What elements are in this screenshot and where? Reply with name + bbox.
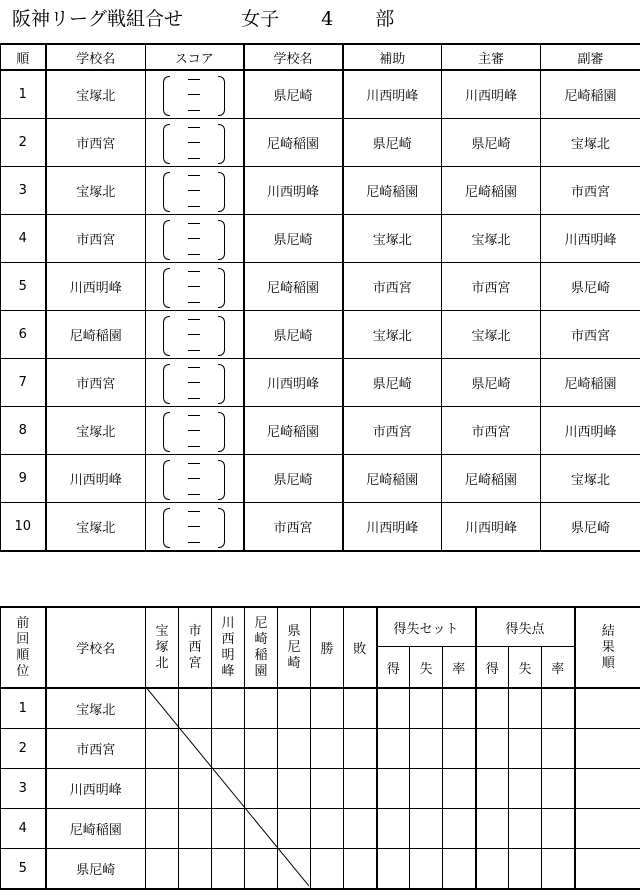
header-sub-referee: 副審 [541,44,640,70]
header-points-loss: 失 [509,647,542,689]
header-opp-3: 川 西 明 峰 [212,607,245,688]
prev-rank: 2 [1,729,46,769]
score-input[interactable] [161,170,227,212]
header-points-gain: 得 [476,647,509,689]
match-result-cell[interactable] [278,688,311,729]
chief-referee-school: 市西宮 [442,263,541,311]
sub-referee-school: 市西宮 [541,167,640,215]
score-cell[interactable] [146,70,244,119]
sub-referee-school: 尼崎稲園 [541,70,640,119]
schedule-row [1,311,640,359]
sub-referee-school: 宝塚北 [541,455,640,503]
schedule-header-row [1,44,640,70]
school-a: 川西明峰 [46,455,146,503]
standings-row [1,729,640,769]
score-input[interactable] [161,218,227,260]
wins-cell[interactable] [311,769,344,809]
points-rate-cell[interactable] [542,809,575,849]
header-result: 結 果 順 [575,607,640,688]
score-cell[interactable] [146,503,244,552]
header-wins: 勝 [311,607,344,688]
header-sets-loss: 失 [410,647,443,689]
match-result-cell[interactable] [146,809,179,849]
standings-row [1,849,640,890]
chief-referee-school: 県尼崎 [442,359,541,407]
match-order: 2 [1,119,46,167]
header-points-rate: 率 [542,647,575,689]
points-rate-cell[interactable] [542,729,575,769]
sub-referee-school: 県尼崎 [541,503,640,552]
points-loss-cell[interactable] [509,849,542,890]
losses-cell[interactable] [344,729,377,769]
wins-cell[interactable] [311,849,344,890]
header-opp-2: 市 西 宮 [179,607,212,688]
match-result-cell[interactable] [278,769,311,809]
header-score: スコア [146,44,244,70]
match-order: 9 [1,455,46,503]
points-loss-cell[interactable] [509,688,542,729]
standings-row [1,688,640,729]
points-rate-cell[interactable] [542,849,575,890]
school-a: 市西宮 [46,215,146,263]
school-a: 市西宮 [46,359,146,407]
sub-referee-school: 市西宮 [541,311,640,359]
school-b: 県尼崎 [244,215,343,263]
points-rate-cell[interactable] [542,769,575,809]
standings-school: 市西宮 [46,729,146,769]
chief-referee-school: 尼崎稲園 [442,455,541,503]
match-result-cell[interactable] [278,849,311,890]
school-a: 宝塚北 [46,503,146,552]
result-rank-cell[interactable] [575,729,640,769]
losses-cell[interactable] [344,809,377,849]
header-opp-4: 尼 崎 稲 園 [245,607,278,688]
chief-referee-school: 尼崎稲園 [442,167,541,215]
prev-rank: 5 [1,849,46,890]
score-cell[interactable] [146,215,244,263]
match-result-cell[interactable] [212,729,245,769]
losses-cell[interactable] [344,688,377,729]
school-a: 宝塚北 [46,407,146,455]
score-cell[interactable] [146,407,244,455]
match-result-cell[interactable] [146,729,179,769]
sets-gain-cell[interactable] [377,849,410,890]
assist-school: 尼崎稲園 [343,167,442,215]
wins-cell[interactable] [311,809,344,849]
header-sets-rate: 率 [443,647,476,689]
score-cell[interactable] [146,455,244,503]
school-a: 尼崎稲園 [46,311,146,359]
sets-gain-cell[interactable] [377,688,410,729]
losses-cell[interactable] [344,849,377,890]
score-input[interactable] [161,266,227,308]
match-result-cell[interactable] [179,688,212,729]
chief-referee-school: 市西宮 [442,407,541,455]
sub-referee-school: 県尼崎 [541,263,640,311]
header-losses: 敗 [344,607,377,688]
school-b: 尼崎稲園 [244,119,343,167]
sets-loss-cell[interactable] [410,769,443,809]
match-result-cell[interactable] [179,729,212,769]
result-rank-cell[interactable] [575,688,640,729]
sub-referee-school: 川西明峰 [541,407,640,455]
school-b: 県尼崎 [244,455,343,503]
match-result-cell[interactable] [278,729,311,769]
assist-school: 県尼崎 [343,359,442,407]
header-chief-referee: 主審 [442,44,541,70]
wins-cell[interactable] [311,688,344,729]
header-sets-gain: 得 [377,647,410,689]
standings-school: 尼崎稲園 [46,809,146,849]
header-school-a: 学校名 [46,44,146,70]
match-result-cell[interactable] [179,769,212,809]
schedule-row [1,119,640,167]
match-order: 10 [1,503,46,552]
schedule-row [1,215,640,263]
sets-gain-cell[interactable] [377,809,410,849]
header-points: 得失点 [476,607,575,647]
sets-gain-cell[interactable] [377,769,410,809]
sub-referee-school: 宝塚北 [541,119,640,167]
schedule-row [1,70,640,119]
prev-rank: 1 [1,688,46,729]
school-b: 市西宮 [244,503,343,552]
match-result-cell[interactable] [179,849,212,890]
sets-rate-cell[interactable] [443,729,476,769]
sets-rate-cell[interactable] [443,769,476,809]
assist-school: 県尼崎 [343,119,442,167]
school-a: 宝塚北 [46,70,146,119]
sets-rate-cell[interactable] [443,688,476,729]
standings-school: 川西明峰 [46,769,146,809]
school-b: 県尼崎 [244,311,343,359]
school-a: 川西明峰 [46,263,146,311]
standings-row [1,769,640,809]
match-result-cell[interactable] [245,688,278,729]
page-title [12,4,394,34]
standings-header-row-1 [1,607,640,647]
points-gain-cell[interactable] [476,729,509,769]
losses-cell[interactable] [344,769,377,809]
points-gain-cell[interactable] [476,769,509,809]
header-opp-5: 県 尼 崎 [278,607,311,688]
wins-cell[interactable] [311,729,344,769]
match-result-cell[interactable] [146,849,179,890]
points-loss-cell[interactable] [509,769,542,809]
title-division: 部 [375,4,394,31]
sets-loss-cell[interactable] [410,729,443,769]
header-sets: 得失セット [377,607,476,647]
schedule-table [0,43,640,552]
match-result-cell[interactable] [212,849,245,890]
standings-row [1,809,640,849]
standings-school: 県尼崎 [46,849,146,890]
match-result-cell[interactable] [212,809,245,849]
school-b: 県尼崎 [244,70,343,119]
sets-loss-cell[interactable] [410,688,443,729]
assist-school: 宝塚北 [343,215,442,263]
chief-referee-school: 県尼崎 [442,119,541,167]
prev-rank: 3 [1,769,46,809]
assist-school: 市西宮 [343,263,442,311]
match-order: 5 [1,263,46,311]
match-result-cell[interactable] [245,809,278,849]
sets-rate-cell[interactable] [443,849,476,890]
assist-school: 川西明峰 [343,503,442,552]
schedule-row [1,455,640,503]
result-rank-cell[interactable] [575,769,640,809]
schedule-row [1,167,640,215]
match-result-cell[interactable] [146,769,179,809]
match-order: 3 [1,167,46,215]
school-b: 尼崎稲園 [244,263,343,311]
score-cell[interactable] [146,167,244,215]
title-number: 4 [321,8,333,30]
match-order: 1 [1,70,46,119]
chief-referee-school: 宝塚北 [442,215,541,263]
prev-rank: 4 [1,809,46,849]
score-input[interactable] [161,410,227,452]
schedule-row [1,263,640,311]
result-rank-cell[interactable] [575,809,640,849]
schedule-row [1,359,640,407]
sets-rate-cell[interactable] [443,809,476,849]
score-input[interactable] [161,122,227,164]
header-opp-1: 宝 塚 北 [146,607,179,688]
score-input[interactable] [161,506,227,548]
match-result-cell[interactable] [245,849,278,890]
match-result-cell[interactable] [278,809,311,849]
points-rate-cell[interactable] [542,688,575,729]
sub-referee-school: 川西明峰 [541,215,640,263]
score-input[interactable] [161,74,227,116]
points-loss-cell[interactable] [509,729,542,769]
schedule-row [1,407,640,455]
match-order: 8 [1,407,46,455]
header-assist: 補助 [343,44,442,70]
title-category: 女子 [241,4,279,31]
score-input[interactable] [161,458,227,500]
match-result-cell[interactable] [245,769,278,809]
school-b: 川西明峰 [244,167,343,215]
score-cell[interactable] [146,359,244,407]
points-loss-cell[interactable] [509,809,542,849]
header-school-b: 学校名 [244,44,343,70]
assist-school: 市西宮 [343,407,442,455]
chief-referee-school: 川西明峰 [442,503,541,552]
match-order: 7 [1,359,46,407]
sets-loss-cell[interactable] [410,809,443,849]
match-result-cell[interactable] [212,769,245,809]
score-cell[interactable] [146,119,244,167]
score-input[interactable] [161,362,227,404]
header-prev-rank: 前 回 順 位 [1,607,46,688]
sets-gain-cell[interactable] [377,729,410,769]
standings-school: 宝塚北 [46,688,146,729]
score-cell[interactable] [146,263,244,311]
points-gain-cell[interactable] [476,849,509,890]
school-b: 尼崎稲園 [244,407,343,455]
match-order: 4 [1,215,46,263]
assist-school: 宝塚北 [343,311,442,359]
match-result-cell[interactable] [212,688,245,729]
standings-table [0,606,640,890]
points-gain-cell[interactable] [476,688,509,729]
match-result-cell[interactable] [245,729,278,769]
assist-school: 尼崎稲園 [343,455,442,503]
school-b: 川西明峰 [244,359,343,407]
match-result-cell[interactable] [179,809,212,849]
school-a: 宝塚北 [46,167,146,215]
title-main: 阪神リーグ戦組合せ [12,4,183,31]
header-school: 学校名 [46,607,146,688]
points-gain-cell[interactable] [476,809,509,849]
score-cell[interactable] [146,311,244,359]
chief-referee-school: 川西明峰 [442,70,541,119]
match-order: 6 [1,311,46,359]
sub-referee-school: 尼崎稲園 [541,359,640,407]
school-a: 市西宮 [46,119,146,167]
header-order: 順 [1,44,46,70]
result-rank-cell[interactable] [575,849,640,890]
chief-referee-school: 宝塚北 [442,311,541,359]
schedule-row [1,503,640,552]
sets-loss-cell[interactable] [410,849,443,890]
score-input[interactable] [161,314,227,356]
match-result-cell[interactable] [146,688,179,729]
assist-school: 川西明峰 [343,70,442,119]
